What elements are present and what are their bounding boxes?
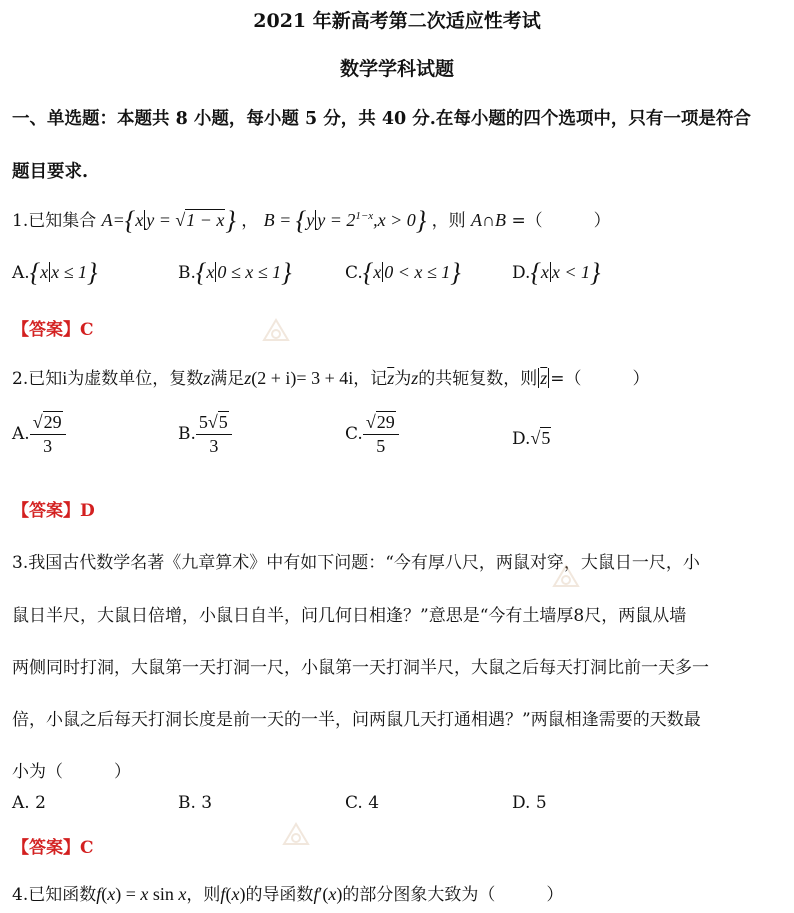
q3-option-a: A. 2 bbox=[12, 793, 46, 813]
q1-option-d: D.{x x < 1} bbox=[512, 258, 601, 287]
q1-paren: =（ ） bbox=[511, 211, 611, 231]
q3-line5: 小为（ ） bbox=[12, 762, 131, 782]
q1-prefix: 1.已知集合 bbox=[12, 211, 97, 231]
q4-stem: 4.已知函数f(x) = x sin x，则f(x)的导函数f′(x)的部分图象大致为（ ） bbox=[12, 884, 564, 905]
q3-answer: 【答案】C bbox=[12, 838, 94, 858]
watermark-icon bbox=[278, 818, 314, 854]
exam-title: 2021 年新高考第二次适应性考试 bbox=[253, 10, 541, 32]
q3-line1: 3.我国古代数学名著《九章算术》中有如下问题：“今有厚八尺，两鼠对穿，大鼠日一尺，小 bbox=[12, 553, 700, 573]
q2-option-c: C. $\frac{√29}{5}$ bbox=[345, 412, 399, 457]
q3-line3: 两侧同时打洞，大鼠第一天打洞一尺，小鼠第一天打洞半尺，大鼠之后每天打洞比前一天多一 bbox=[12, 658, 709, 678]
q1-option-a: A.{x x ≤ 1} bbox=[12, 258, 98, 287]
q1-answer: 【答案】C bbox=[12, 320, 94, 340]
q3-option-d: D. 5 bbox=[512, 793, 547, 813]
section-heading-line2: 题目要求. bbox=[12, 162, 89, 182]
watermark-icon bbox=[548, 560, 584, 596]
q1-stem bbox=[12, 206, 611, 236]
q1-option-c: C.{x 0 < x ≤ 1} bbox=[345, 258, 461, 287]
q2-answer: 【答案】D bbox=[12, 501, 95, 521]
q1-suffix: ，则 bbox=[431, 211, 466, 231]
q2-option-b: B. $\frac{5√5}{3}$ bbox=[178, 412, 232, 457]
section-heading-line1: 一、单选题：本题共 8 小题，每小题 5 分，共 40 分.在每小题的四个选项中，只有一项是符合 bbox=[12, 109, 751, 129]
q2-option-d: D.√5 bbox=[512, 428, 551, 449]
q3-line4: 倍，小鼠之后每天打洞长度是前一天的一半，问两鼠几天打通相遇？”两鼠相逢需要的天数最 bbox=[12, 710, 701, 730]
q3-option-b: B. 3 bbox=[178, 793, 213, 813]
q1-set-a: A={x y = √1 − x} bbox=[101, 206, 236, 235]
q3-option-c: C. 4 bbox=[345, 793, 380, 813]
q2-stem: 2.已知i为虚数单位，复数z满足z(2 + i)= 3 + 4i，记$\overline{z}$为z的共轭复数，则 $\overline{z}$ =（ ） bbox=[12, 368, 650, 389]
q1-intersection: A∩B bbox=[471, 210, 507, 230]
q1-set-b: B = {y $y = 2^{1-x},x > 0$} bbox=[263, 206, 427, 235]
q1-option-b: B.{x 0 ≤ x ≤ 1} bbox=[178, 258, 292, 287]
exam-subtitle: 数学学科试题 bbox=[339, 58, 454, 80]
q3-line2: 鼠日半尺，大鼠日倍增，小鼠日自半，问几何日相逢？”意思是“今有土墙厚8尺，两鼠从墙 bbox=[12, 606, 687, 626]
q2-option-a: A. $\frac{√29}{3}$ bbox=[12, 412, 66, 457]
q1-mid: ， bbox=[241, 211, 259, 231]
watermark-icon bbox=[258, 314, 294, 350]
